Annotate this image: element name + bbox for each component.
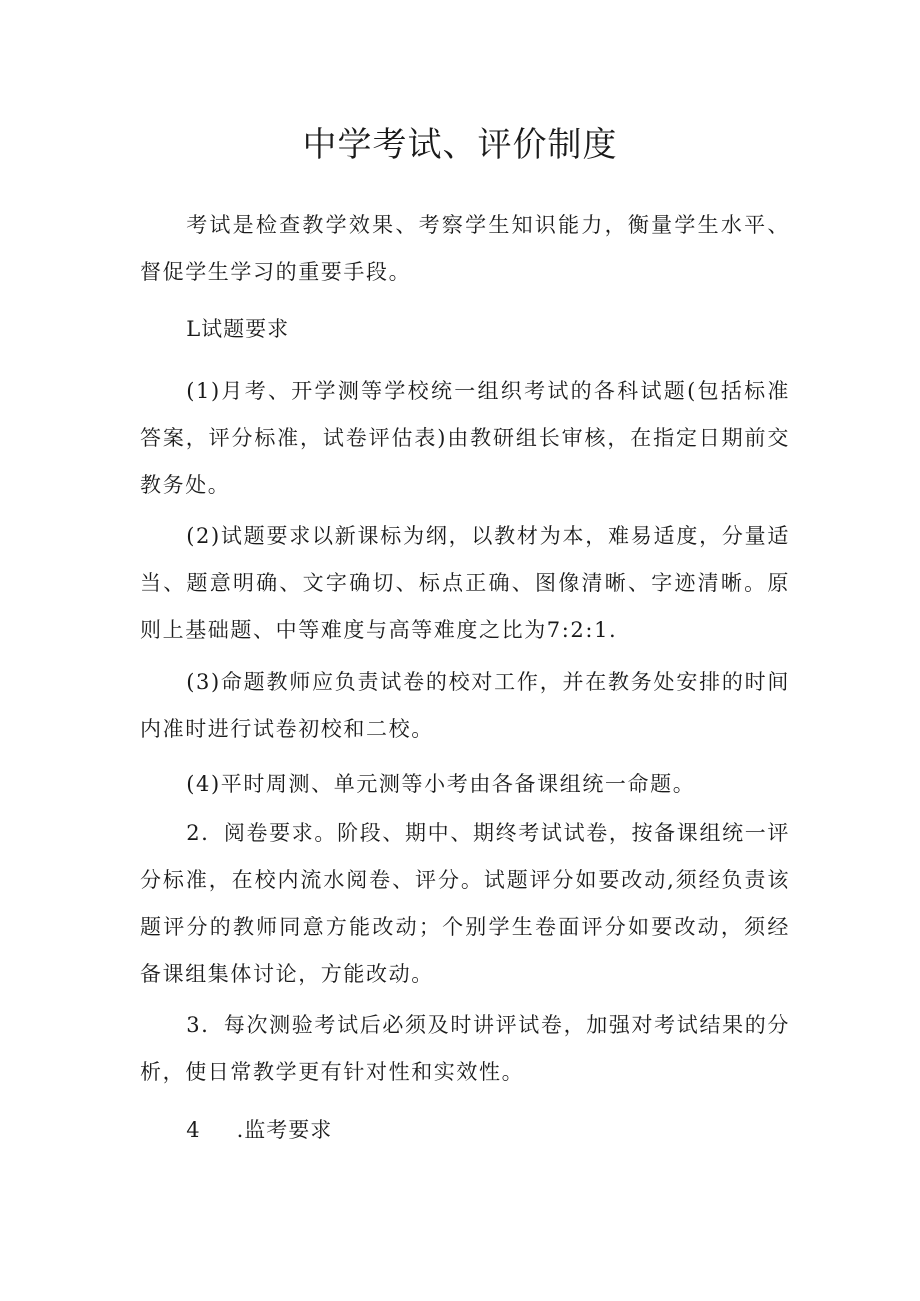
paragraph-item-1: (1)月考、开学测等学校统一组织考试的各科试题(包括标准答案，评分标准，试卷评估表)由教研组长审核，在指定日期前交教务处。 — [140, 379, 790, 497]
section-heading-text: .监考要求 — [236, 1118, 333, 1142]
section-number: 4 — [186, 1118, 201, 1142]
paragraph-item-3: (3)命题教师应负责试卷的校对工作，并在教务处安排的时间内准时进行试卷初校和二校。 — [140, 670, 790, 741]
paragraph-item-4: (4)平时周测、单元测等小考由各备课组统一命题。 — [186, 772, 696, 796]
section-review-after-exams: 3．每次测验考试后必须及时讲评试卷，加强对考试结果的分析，使日常教学更有针对性和实效性。 — [140, 1013, 790, 1084]
section-grading-requirements: 2．阅卷要求。阶段、期中、期终考试试卷，按备课组统一评分标准，在校内流水阅卷、评分。试题评分如要改动,须经负责该题评分的教师同意方能改动；个别学生卷面评分如要改动，须经备课组集体讨论，方能改动。 — [140, 821, 790, 986]
intro-paragraph: 考试是检查教学效果、考察学生知识能力，衡量学生水平、督促学生学习的重要手段。 — [140, 213, 790, 284]
paragraph-item-2: (2)试题要求以新课标为纲，以教材为本，难易适度，分量适当、题意明确、文字确切、标点正确、图像清晰、字迹清晰。原则上基础题、中等难度与高等难度之比为7:2:1. — [140, 524, 790, 642]
section-heading-invigilation — [140, 1107, 790, 1154]
section-heading-exam-questions: L试题要求 — [186, 317, 290, 341]
document-title: 中学考试、评价制度 — [302, 125, 618, 165]
